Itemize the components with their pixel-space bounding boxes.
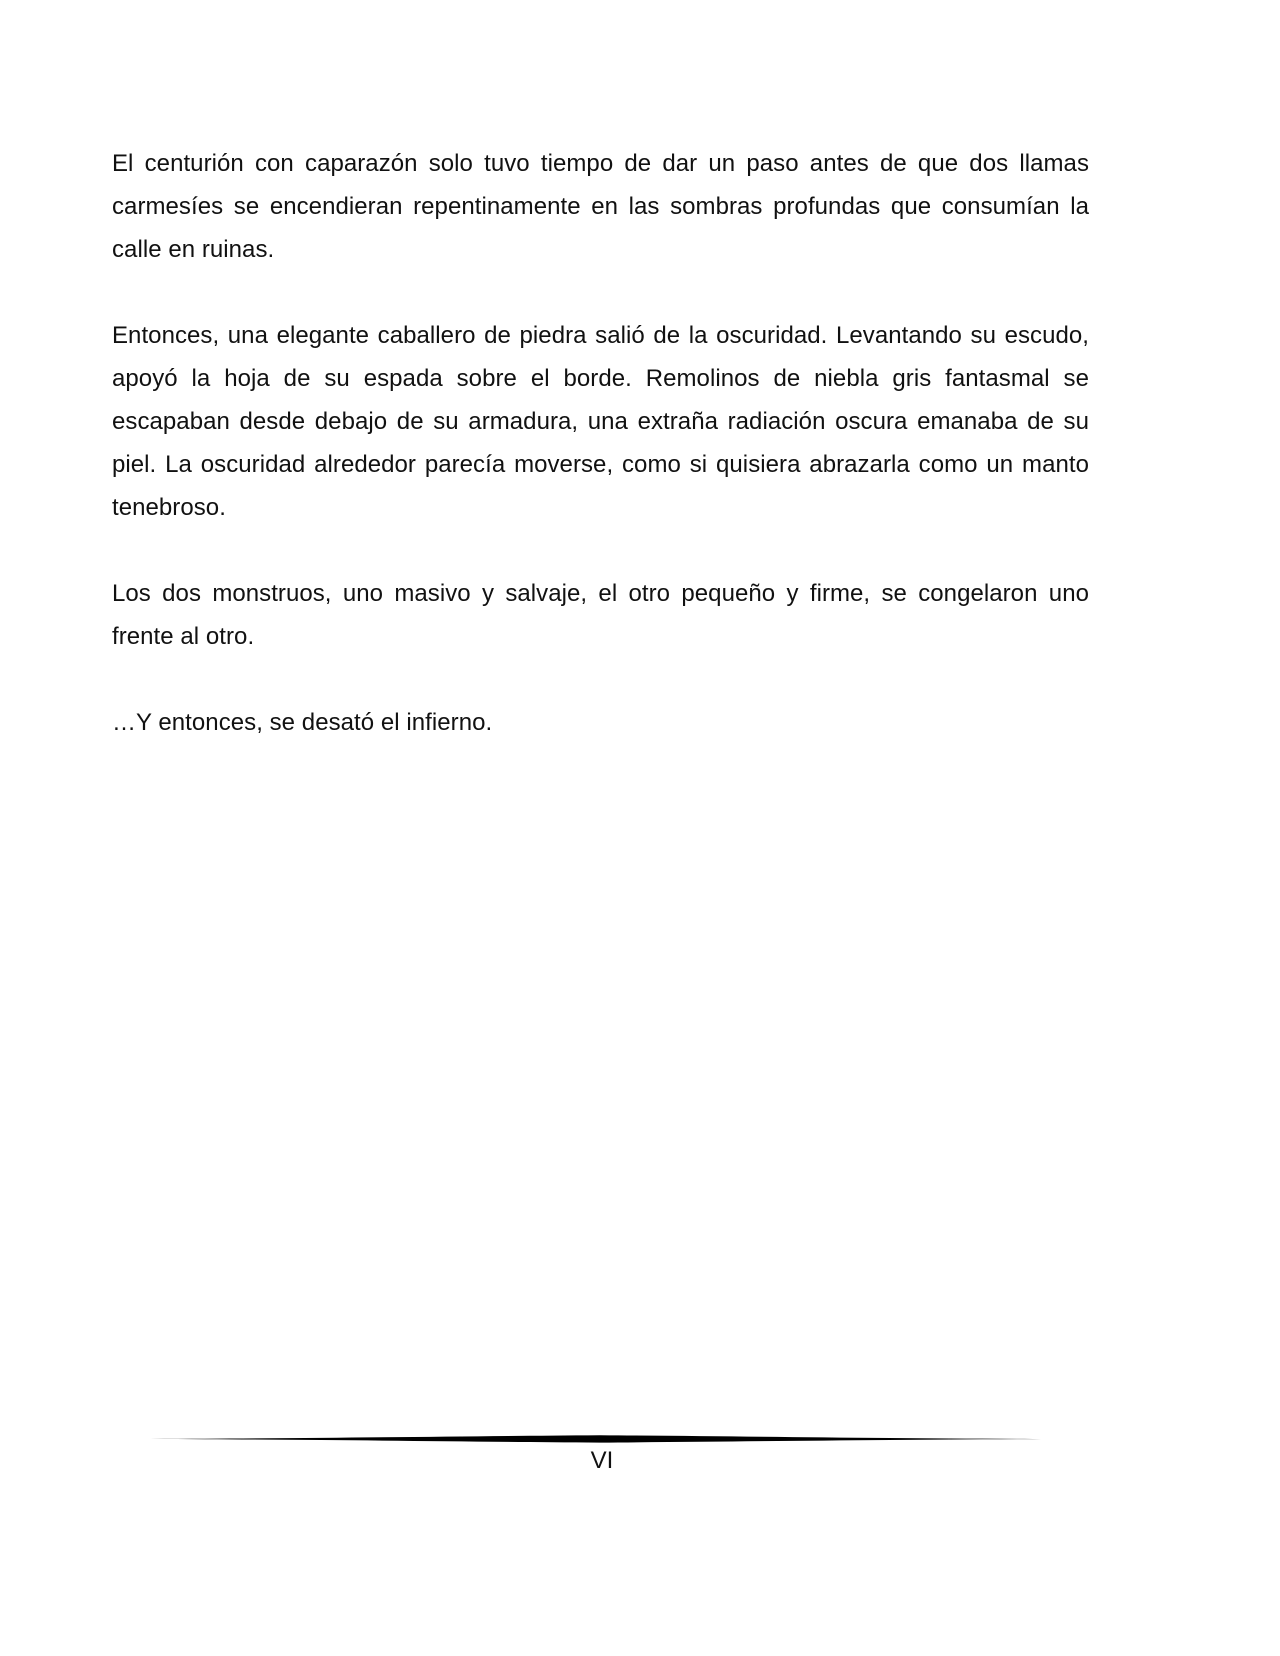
paragraph-3: Los dos monstruos, uno masivo y salvaje, el otro pequeño y firme, se congelaron uno frente al otro. — [112, 580, 1089, 650]
body-text — [112, 142, 1089, 744]
paragraph-1: El centurión con caparazón solo tuvo tiempo de dar un paso antes de que dos llamas carmesíes se encendieran repentinamente en las sombras profundas que consumían la calle en ruinas. — [112, 150, 1089, 263]
paragraph-4: …Y entonces, se desató el infierno. — [112, 709, 493, 736]
footer-divider — [150, 1432, 1050, 1446]
paragraph-2: Entonces, una elegante caballero de piedra salió de la oscuridad. Levantando su escudo, apoyó la hoja de su espada sobre el borde. Remolinos de niebla gris fantasmal se escapaban desde debajo de su armadura, una extraña radiación oscura emanaba de su piel. La oscuridad alrededor parecía moverse, como si quisiera abrazarla como un manto tenebroso. — [112, 322, 1089, 521]
page-number: VI — [590, 1447, 614, 1474]
